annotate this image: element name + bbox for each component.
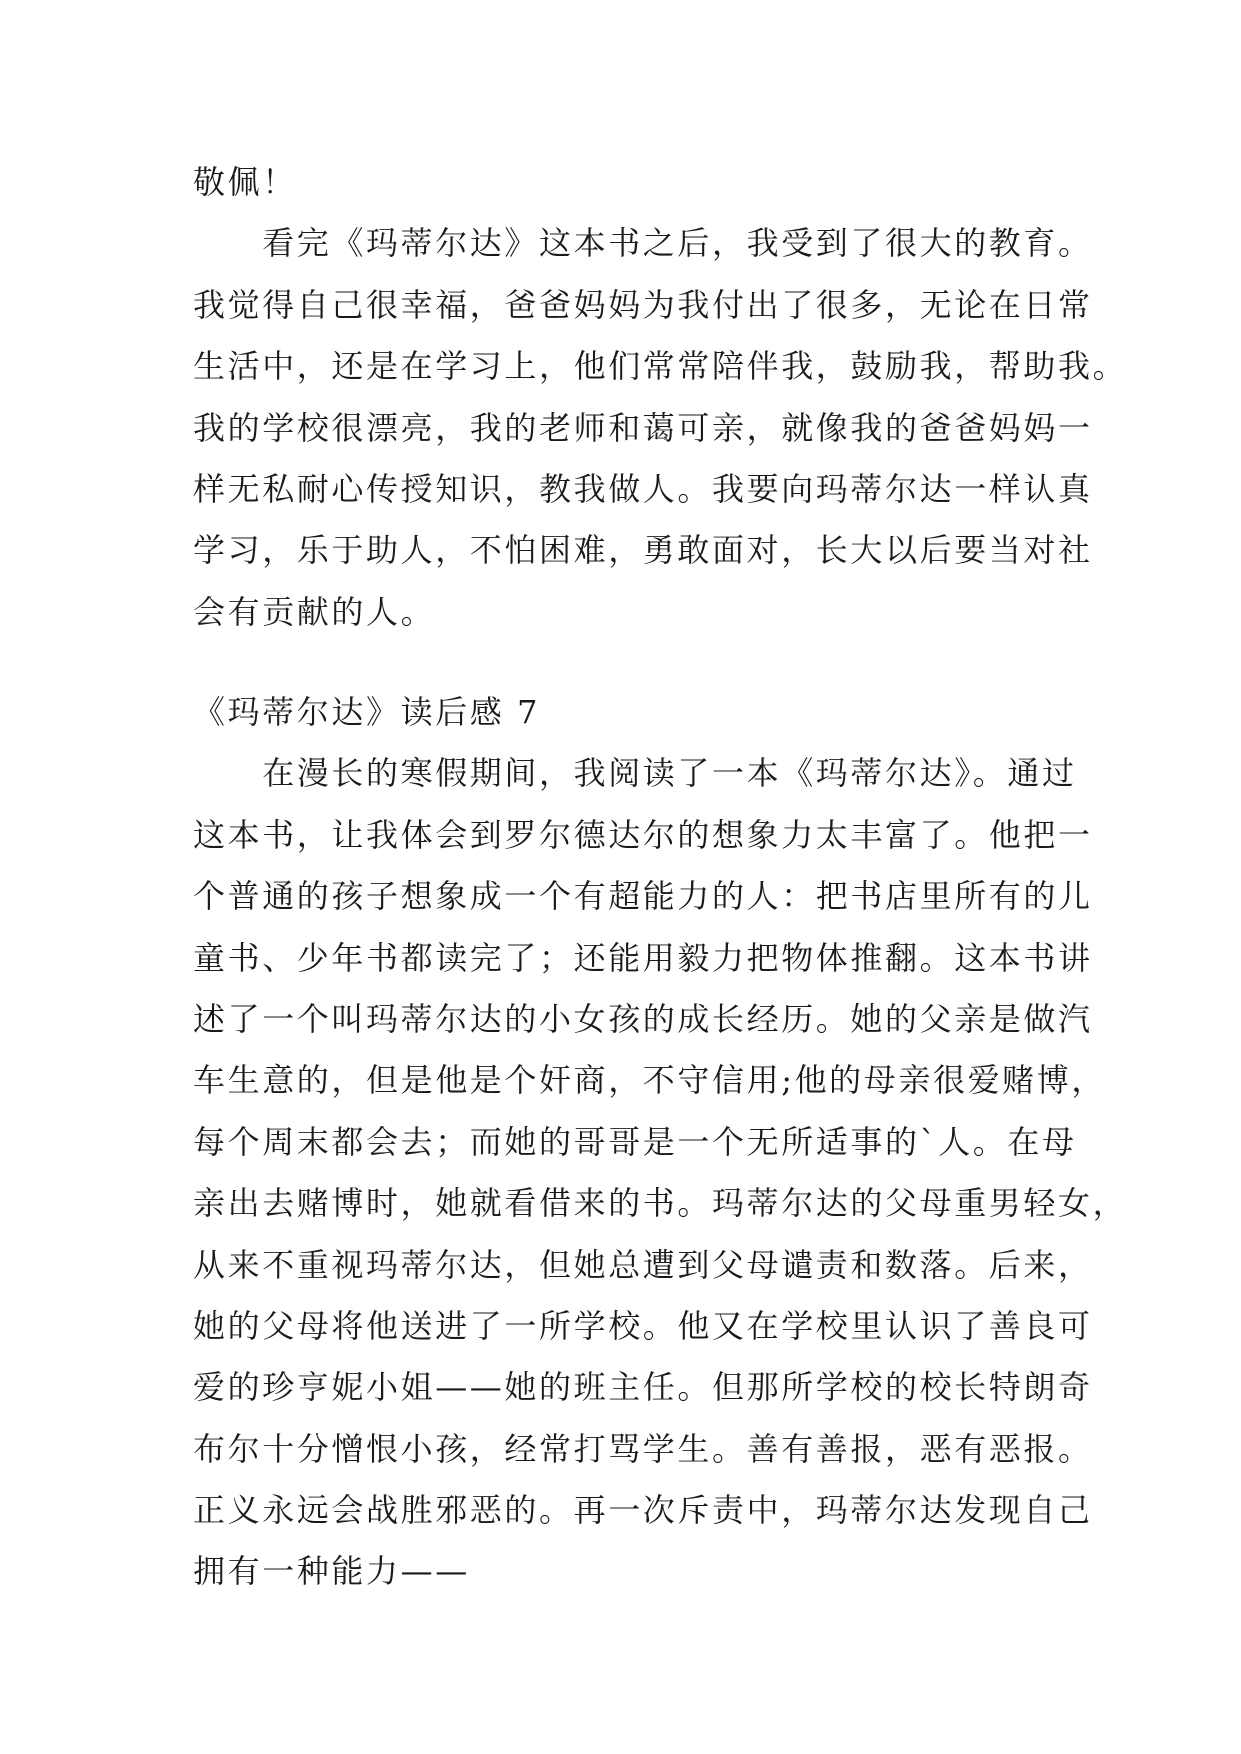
text-line: 从来不重视玛蒂尔达，但她总遭到父母谴责和数落。后来， — [193, 1245, 1093, 1284]
text-line: 布尔十分憎恨小孩，经常打骂学生。善有善报，恶有恶报。 — [193, 1429, 1093, 1468]
text-line: 爱的珍亨妮小姐——她的班主任。但那所学校的校长特朗奇 — [193, 1368, 1093, 1407]
text-line: 我的学校很漂亮，我的老师和蔼可亲，就像我的爸爸妈妈一 — [193, 408, 1093, 447]
essay-continuation — [193, 152, 1128, 643]
text-line: 述了一个叫玛蒂尔达的小女孩的成长经历。她的父亲是做汽 — [193, 999, 1093, 1038]
text-line: 生活中，还是在学习上，他们常常陪伴我，鼓励我，帮助我。 — [193, 347, 1128, 386]
text-line: 我觉得自己很幸福，爸爸妈妈为我付出了很多，无论在日常 — [193, 285, 1093, 324]
section-heading: 《玛蒂尔达》读后感 7 — [193, 693, 541, 731]
text-line: 会有贡献的人。 — [193, 592, 436, 631]
text-line: 亲出去赌博时，她就看借来的书。玛蒂尔达的父母重男轻女， — [193, 1184, 1128, 1223]
text-line: 样无私耐心传授知识，教我做人。我要向玛蒂尔达一样认真 — [193, 469, 1093, 508]
text-line: 每个周末都会去；而她的哥哥是一个无所适事的`人。在母 — [193, 1122, 1077, 1161]
text-line: 正义永远会战胜邪恶的。再一次斥责中，玛蒂尔达发现自己 — [193, 1491, 1093, 1530]
text-line: 个普通的孩子想象成一个有超能力的人：把书店里所有的儿 — [193, 877, 1093, 916]
text-line: 看完《玛蒂尔达》这本书之后，我受到了很大的教育。 — [193, 224, 1093, 263]
text-line: 这本书，让我体会到罗尔德达尔的想象力太丰富了。他把一 — [193, 815, 1093, 854]
text-line: 她的父母将他送进了一所学校。他又在学校里认识了善良可 — [193, 1306, 1093, 1345]
text-line: 学习，乐于助人，不怕困难，勇敢面对，长大以后要当对社 — [193, 531, 1093, 570]
text-line: 童书、少年书都读完了；还能用毅力把物体推翻。这本书讲 — [193, 938, 1093, 977]
text-line: 敬佩！ — [193, 163, 297, 201]
text-line: 在漫长的寒假期间，我阅读了一本《玛蒂尔达》。通过 — [193, 754, 1077, 793]
text-line: 车生意的，但是他是个奸商，不守信用;他的母亲很爱赌博， — [193, 1061, 1106, 1100]
text-line: 拥有一种能力—— — [193, 1552, 470, 1591]
essay-section-7 — [193, 682, 1128, 1603]
